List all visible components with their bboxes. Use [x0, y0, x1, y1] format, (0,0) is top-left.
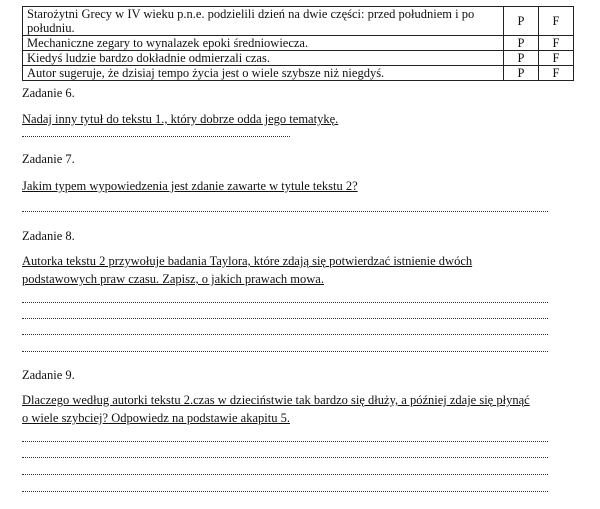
answer-line[interactable] [22, 318, 548, 319]
statement-cell: Kiedyś ludzie bardzo dokładnie odmierzali czas. [23, 51, 504, 66]
table-row [23, 36, 574, 51]
answer-line[interactable] [22, 334, 548, 335]
option-p[interactable]: P [504, 51, 539, 66]
task-6-question: Nadaj inny tytuł do tekstu 1., który dobrze odda jego tematykę. [22, 112, 339, 126]
statement-cell: Mechaniczne zegary to wynalazek epoki średniowiecza. [23, 36, 504, 51]
task-8-question-line-1: Autorka tekstu 2 przywołuje badania Taylora, które zdają się potwierdzać istnienie dwóch [22, 254, 473, 268]
statement-cell: Autor sugeruje, że dzisiaj tempo życia jest o wiele szybsze niż niegdyś. [23, 66, 504, 81]
option-f[interactable]: F [539, 51, 574, 66]
table-row [23, 51, 574, 66]
task-9-question-line-1: Dlaczego według autorki tekstu 2.czas w dzieciństwie tak bardzo się dłuży, a później zdaje się płynąć [22, 393, 530, 407]
true-false-table [22, 6, 574, 81]
task-6-title: Zadanie 6. [22, 86, 75, 100]
task-8-title: Zadanie 8. [22, 229, 75, 243]
option-f[interactable]: F [539, 66, 574, 81]
table-row [23, 66, 574, 81]
task-7-question: Jakim typem wypowiedzenia jest zdanie zawarte w tytule tekstu 2? [22, 179, 358, 193]
table-row [23, 7, 574, 36]
answer-line[interactable] [22, 351, 548, 352]
option-p[interactable]: P [504, 66, 539, 81]
option-f[interactable]: F [539, 7, 574, 36]
task-8-question-line-2: podstawowych praw czasu. Zapisz, o jakich prawach mowa. [22, 272, 324, 286]
answer-line[interactable] [22, 441, 548, 442]
statement-cell: Starożytni Grecy w IV wieku p.n.e. podzielili dzień na dwie części: przed południem i po południu. [23, 7, 504, 36]
option-p[interactable]: P [504, 36, 539, 51]
answer-line[interactable] [22, 457, 548, 458]
answer-line[interactable] [22, 211, 548, 212]
answer-line[interactable] [22, 474, 548, 475]
answer-line[interactable] [22, 136, 290, 137]
task-9-title: Zadanie 9. [22, 368, 75, 382]
answer-line[interactable] [22, 302, 548, 303]
option-p[interactable]: P [504, 7, 539, 36]
task-9-question-line-2: o wiele szybciej? Odpowiedz na podstawie akapitu 5. [22, 411, 290, 425]
task-7-title: Zadanie 7. [22, 152, 75, 166]
answer-line[interactable] [22, 491, 548, 492]
option-f[interactable]: F [539, 36, 574, 51]
